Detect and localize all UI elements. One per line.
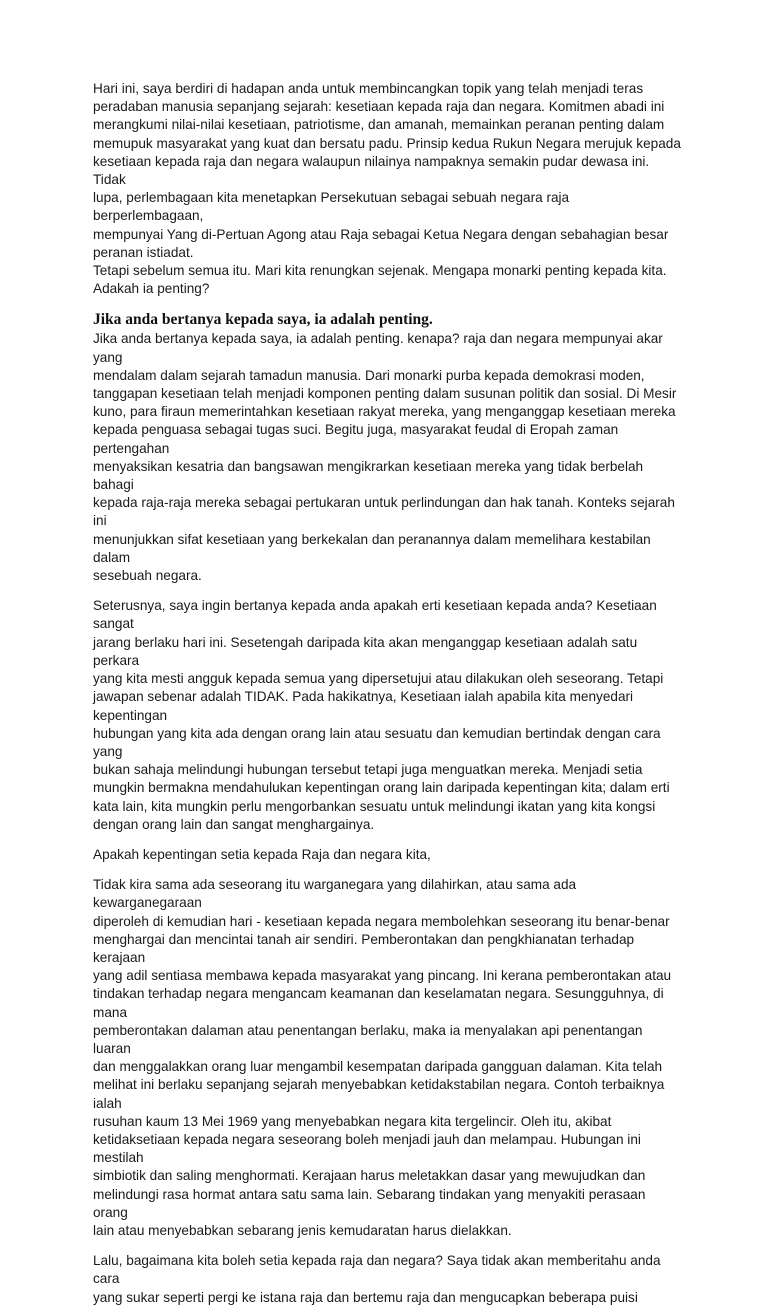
paragraph-importance-question: Apakah kepentingan setia kepada Raja dan negara kita, bbox=[93, 846, 431, 862]
paragraph-how-to: Lalu, bagaimana kita boleh setia kepada raja dan negara? Saya tidak akan memberitahu anda cara yang sukar seperti pergi ke istana raja dan bertemu raja dan mengucapkan beberapa puisi bbox=[93, 1253, 661, 1305]
paragraph-history: Jika anda bertanya kepada saya, ia adalah penting. kenapa? raja dan negara mempunyai akar yang mendalam dalam sejarah tamadun manusia. Dari monarki purba kepada demokrasi moden, tanggapan kesetiaan telah menjadi komponen penting dalam susunan politik dan sosial. Di Mesir kuno, para firaun memerintahkan kesetiaan rakyat mereka, yang menganggap kesetiaan mereka kepada penguasa sebagai tugas suci. Begitu juga, masyarakat feudal di Eropah zaman pertengahan menyaksikan kesatria dan bangsawan mengikrarkan kesetiaan mereka yang tidak berbelah bahagi kepada raja-raja mereka sebagai pertukaran untuk perlindungan dan hak tanah. Konteks sejarah ini menunjukkan sifat kesetiaan yang berkekalan dan peranannya dalam memelihara kestabilan dalam sesebuah negara. bbox=[93, 331, 677, 584]
paragraph-intro: Hari ini, saya berdiri di hadapan anda untuk membincangkan topik yang telah menjadi teras peradaban manusia sepanjang sejarah: kesetiaan kepada raja dan negara. Komitmen abadi ini merangkumi nilai-nilai kesetiaan, patriotisme, dan amanah, memainkan peranan penting dalam memupuk masyarakat yang kuat dan bersatu padu. Prinsip kedua Rukun Negara merujuk kepada kesetiaan kepada raja dan negara walaupun nilainya nampaknya semakin pudar dewasa ini. Tidak lupa, perlembagaan kita menetapkan Persekutuan sebagai sebuah negara raja berperlembagaan, mempunyai Yang di-Pertuan Agong atau Raja sebagai Ketua Negara dengan sebahagian besar peranan istiadat. bbox=[93, 81, 681, 260]
paragraph-question: Tetapi sebelum semua itu. Mari kita renungkan sejenak. Mengapa monarki penting kepada kita. Adakah ia penting? bbox=[93, 263, 667, 297]
paragraph-loyalty-meaning: Seterusnya, saya ingin bertanya kepada anda apakah erti kesetiaan kepada anda? Kesetiaan sangat jarang berlaku hari ini. Sesetengah daripada kita akan menganggap kesetiaan adalah satu perkara yang kita mesti angguk kepada semua yang dipersetujui atau dilakukan oleh seseorang. Tetapi jawapan sebenar adalah TIDAK. Pada hakikatnya, Kesetiaan ialah apabila kita menyedari kepentingan hubungan yang kita ada dengan orang lain atau sesuatu dan kemudian bertindak dengan cara yang bukan sahaja melindungi hubungan tersebut tetapi juga menguatkan mereka. Menjadi setia mungkin bermakna mendahulukan kepentingan orang lain daripada kepentingan kita; dalam erti kata lain, kita mungkin perlu mengorbankan sesuatu untuk melindungi ikatan yang kita kongsi dengan orang lain dan sangat menghargainya. bbox=[93, 598, 670, 832]
paragraph-importance: Tidak kira sama ada seseorang itu warganegara yang dilahirkan, atau sama ada kewarganegaraan diperoleh di kemudian hari - kesetiaan kepada negara membolehkan seseorang itu benar-benar menghargai dan mencintai tanah air sendiri. Pemberontakan dan pengkhianatan terhadap kerajaan yang adil sentiasa membawa kepada masyarakat yang pincang. Ini kerana pemberontakan atau tindakan terhadap negara mengancam keamanan dan keselamatan negara. Sesungguhnya, di mana pemberontakan dalaman atau penentangan berlaku, maka ia menyalakan api penentangan luaran dan menggalakkan orang luar mengambil kesempatan daripada gangguan dalaman. Kita telah melihat ini berlaku sepanjang sejarah menyebabkan ketidakstabilan negara. Contoh terbaiknya ialah rusuhan kaum 13 Mei 1969 yang menyebabkan negara kita tergelincir. Oleh itu, akibat ketidaksetiaan kepada negara seseorang boleh menjadi jauh dan melampau. Hubungan ini mestilah simbiotik dan saling menghormati. Kerajaan harus meletakkan dasar yang mewujudkan dan melindungi rasa hormat antara satu sama lain. Sebarang tindakan yang menyakiti perasaan orang lain atau menyebabkan sebarang jenis kemudaratan harus dielakkan. bbox=[93, 877, 672, 1238]
section-heading: Jika anda bertanya kepada saya, ia adalah penting. bbox=[93, 311, 433, 329]
document-page bbox=[93, 80, 683, 1307]
